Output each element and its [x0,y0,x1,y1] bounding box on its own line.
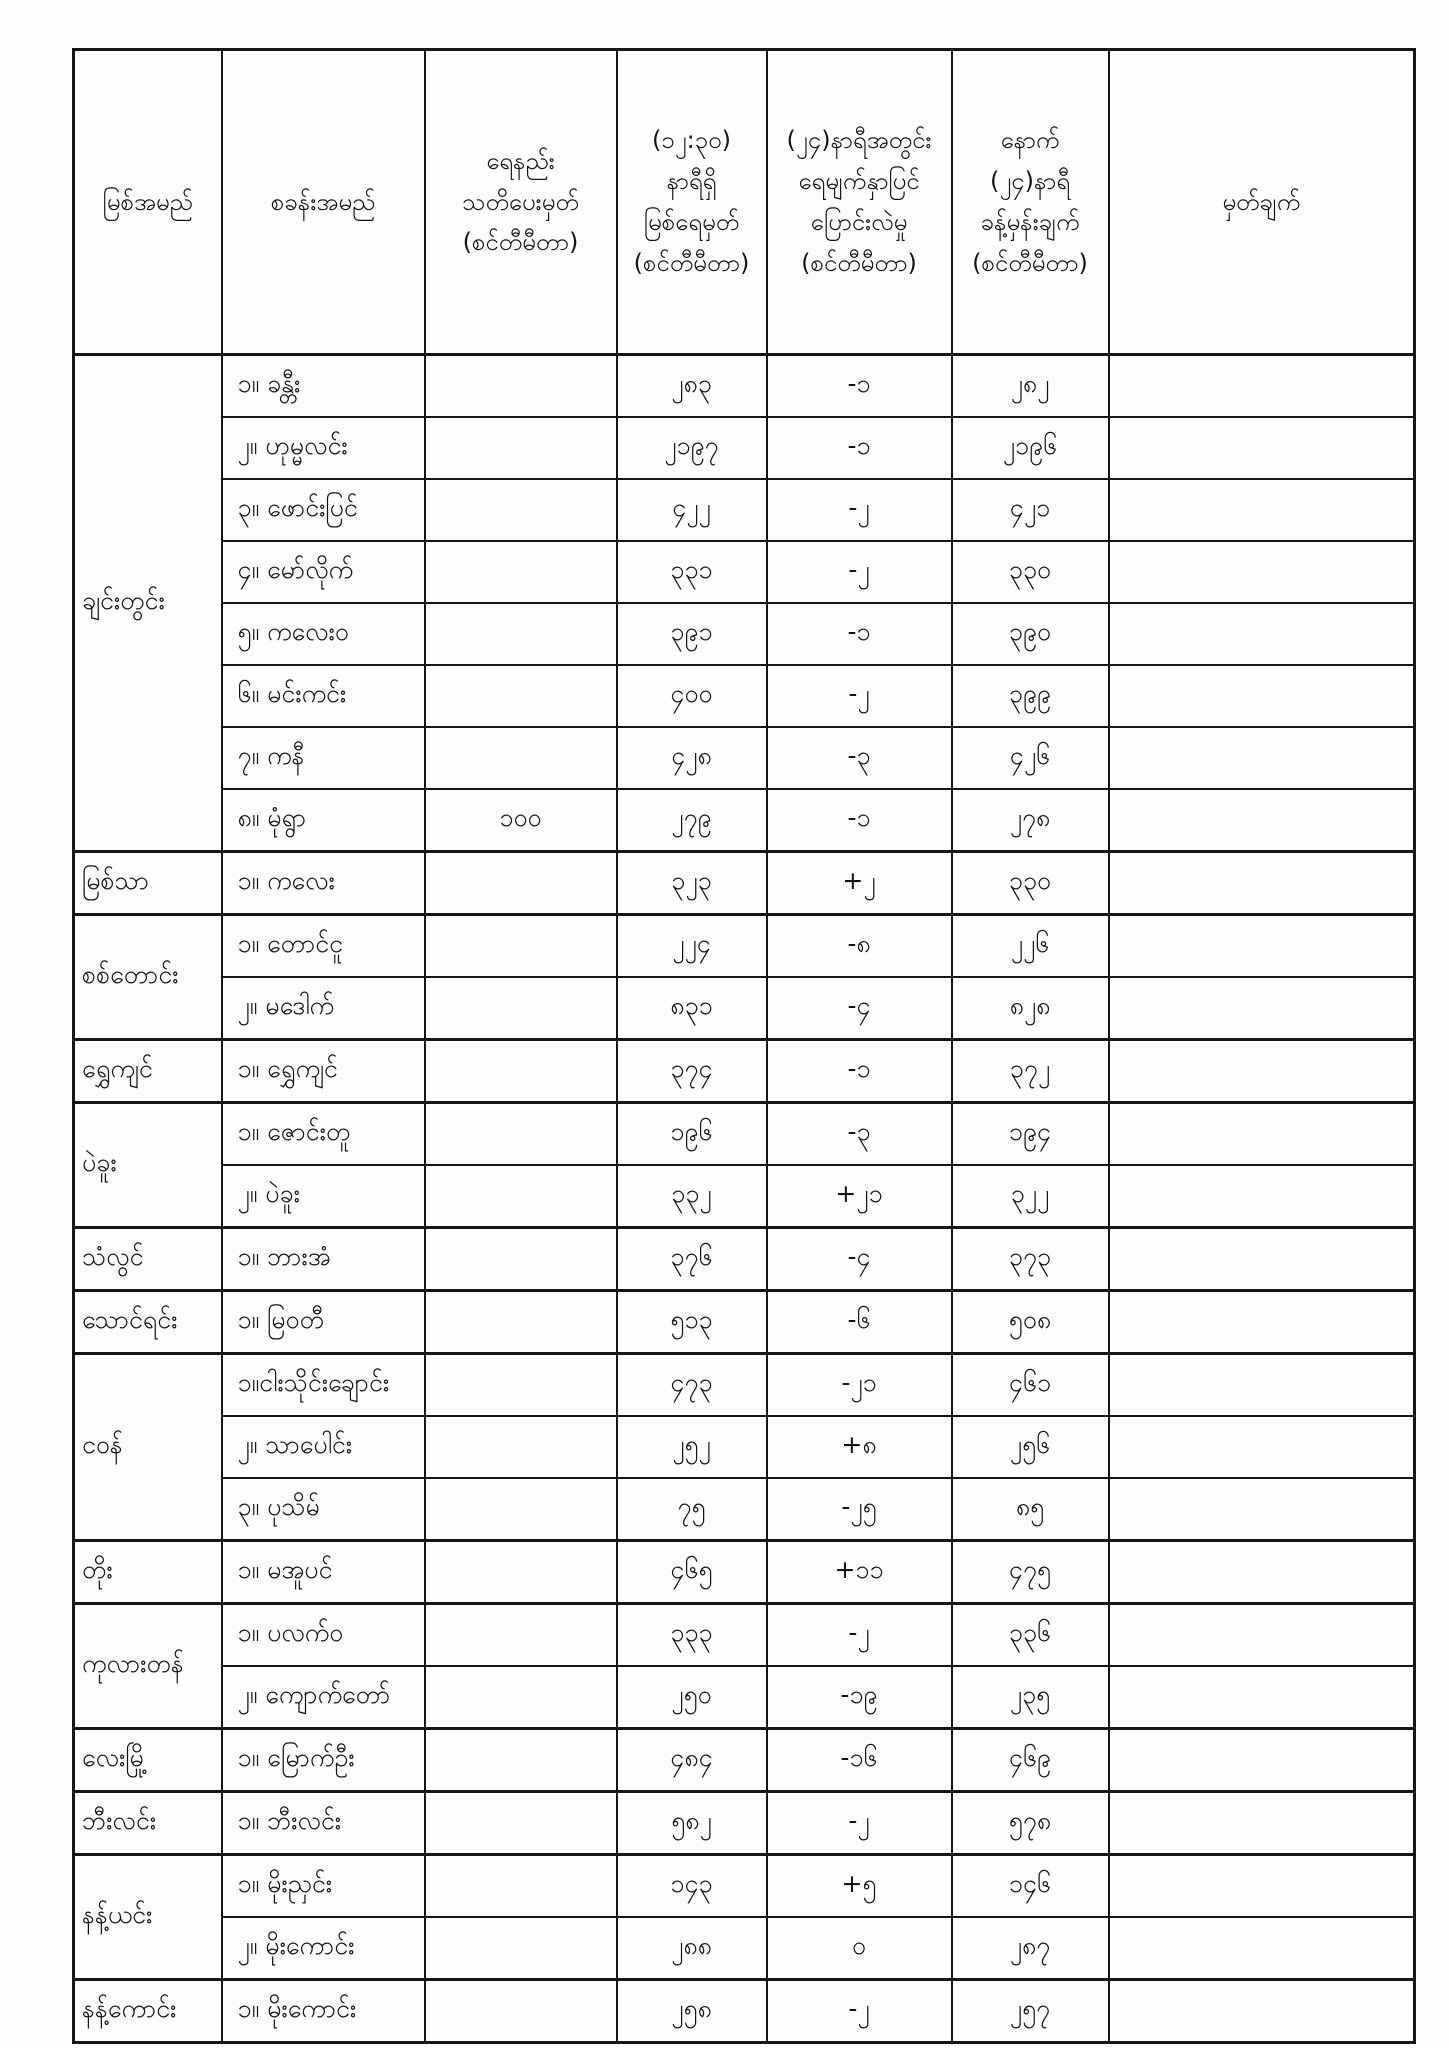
station-cell: ၁။ငါးသိုင်းချောင်း [222,1354,425,1417]
table-row [74,1541,1415,1604]
warning-cell [425,603,617,665]
table-row [74,1792,1415,1855]
forecast-cell: ၄၇၅ [952,1541,1109,1604]
table-row [74,727,1415,789]
forecast-cell: ၂၂၆ [952,915,1109,978]
table-row [74,479,1415,541]
table-row [74,1040,1415,1103]
remark-cell [1109,1291,1415,1354]
table-row [74,1103,1415,1166]
level-cell: ၂၇၉ [617,789,767,852]
table-row [74,915,1415,978]
level-cell: ၃၂၃ [617,852,767,915]
change-cell: ၀ [767,1917,952,1980]
station-cell: ၃။ ပုသိမ် [222,1478,425,1541]
col-header-low-water-warning: ရေနည်း သတိပေးမှတ် (စင်တီမီတာ) [425,50,617,355]
station-cell: ၆။ မင်းကင်း [222,665,425,727]
level-cell: ၃၃၃ [617,1604,767,1667]
station-cell: ၁။ တောင်ငူ [222,915,425,978]
level-cell: ၂၈၈ [617,1917,767,1980]
table-row [74,665,1415,727]
station-cell: ၅။ ကလေးဝ [222,603,425,665]
remark-cell [1109,1792,1415,1855]
table-row [74,1855,1415,1918]
level-cell: ၄၀၀ [617,665,767,727]
change-cell: -၄ [767,1228,952,1291]
warning-cell [425,1666,617,1729]
table-row [74,1291,1415,1354]
col-header-water-level: (၁၂:၃၀) နာရီရှိ မြစ်ရေမှတ် (စင်တီမီတာ) [617,50,767,355]
change-cell: -၂၁ [767,1354,952,1417]
change-cell: -၂ [767,1792,952,1855]
warning-cell [425,1165,617,1228]
station-cell: ၁။ ခန္တီး [222,355,425,418]
col-header-river-name: မြစ်အမည် [74,50,222,355]
forecast-cell: ၃၉၉ [952,665,1109,727]
station-cell: ၁။ ရွှေကျင် [222,1040,425,1103]
level-cell: ၈၃၁ [617,977,767,1040]
station-cell: ၁။ ဘီးလင်း [222,1792,425,1855]
change-cell: +၅ [767,1855,952,1918]
station-cell: ၂။ ပဲခူး [222,1165,425,1228]
river-cell: ချင်းတွင်း [74,355,222,852]
river-cell: ရွှေကျင် [74,1040,222,1103]
station-cell: ၁။ မိုးကောင်း [222,1980,425,2043]
remark-cell [1109,355,1415,418]
warning-cell [425,1917,617,1980]
remark-cell [1109,1478,1415,1541]
remark-cell [1109,541,1415,603]
level-cell: ၃၇၆ [617,1228,767,1291]
level-cell: ၄၂၂ [617,479,767,541]
table-row [74,1478,1415,1541]
forecast-cell: ၂၃၅ [952,1666,1109,1729]
warning-cell [425,665,617,727]
warning-cell [425,852,617,915]
remark-cell [1109,1729,1415,1792]
table-row [74,1729,1415,1792]
warning-cell [425,1980,617,2043]
change-cell: -၁၉ [767,1666,952,1729]
forecast-cell: ၄၂၆ [952,727,1109,789]
forecast-cell: ၅၀၈ [952,1291,1109,1354]
forecast-cell: ၂၅၇ [952,1980,1109,2043]
river-cell: နန့်ကောင်း [74,1980,222,2043]
col-header-next-24h-forecast: နောက် (၂၄)နာရီ ခန့်မှန်းချက် (စင်တီမီတာ) [952,50,1109,355]
river-cell: လေးမြို့ [74,1729,222,1792]
forecast-cell: ၂၈၇ [952,1917,1109,1980]
forecast-cell: ၃၃၀ [952,541,1109,603]
table-row [74,1416,1415,1478]
warning-cell: ၁၀၀ [425,789,617,852]
remark-cell [1109,603,1415,665]
warning-cell [425,417,617,479]
change-cell: +၂၁ [767,1165,952,1228]
table-row [74,541,1415,603]
river-cell: သောင်ရင်း [74,1291,222,1354]
station-cell: ၄။ မော်လိုက် [222,541,425,603]
station-cell: ၁။ မြဝတီ [222,1291,425,1354]
level-cell: ၁၄၃ [617,1855,767,1918]
remark-cell [1109,1666,1415,1729]
level-cell: ၂၈၃ [617,355,767,418]
table-row [74,355,1415,418]
change-cell: -၁ [767,789,952,852]
forecast-cell: ၂၈၂ [952,355,1109,418]
forecast-cell: ၂၅၆ [952,1416,1109,1478]
table-row [74,789,1415,852]
table-row [74,1228,1415,1291]
river-cell: သံလွင် [74,1228,222,1291]
level-cell: ၃၃၂ [617,1165,767,1228]
change-cell: -၁ [767,1040,952,1103]
forecast-cell: ၄၂၁ [952,479,1109,541]
level-cell: ၂၅၀ [617,1666,767,1729]
change-cell: -၁ [767,417,952,479]
change-cell: -၁ [767,355,952,418]
level-cell: ၁၉၆ [617,1103,767,1166]
remark-cell [1109,1040,1415,1103]
change-cell: -၄ [767,977,952,1040]
level-cell: ၅၈၂ [617,1792,767,1855]
forecast-cell: ၈၅ [952,1478,1109,1541]
table-row [74,1980,1415,2043]
station-cell: ၁။ မိုးညှင်း [222,1855,425,1918]
station-cell: ၂။ ဟုမ္မလင်း [222,417,425,479]
warning-cell [425,1416,617,1478]
remark-cell [1109,1541,1415,1604]
table-row [74,852,1415,915]
warning-cell [425,915,617,978]
level-cell: ၄၇၃ [617,1354,767,1417]
change-cell: -၂ [767,541,952,603]
forecast-cell: ၃၇၂ [952,1040,1109,1103]
station-cell: ၂။ မဒေါက် [222,977,425,1040]
remark-cell [1109,1165,1415,1228]
station-cell: ၂။ ကျောက်တော် [222,1666,425,1729]
warning-cell [425,1855,617,1918]
change-cell: -၃ [767,1103,952,1166]
station-cell: ၁။ ဇောင်းတူ [222,1103,425,1166]
station-cell: ၁။ ဘားအံ [222,1228,425,1291]
table-row [74,1165,1415,1228]
remark-cell [1109,1980,1415,2043]
warning-cell [425,355,617,418]
warning-cell [425,727,617,789]
table-row [74,977,1415,1040]
warning-cell [425,1604,617,1667]
warning-cell [425,1729,617,1792]
level-cell: ၄၂၈ [617,727,767,789]
change-cell: -၂ [767,1604,952,1667]
river-cell: ဘီးလင်း [74,1792,222,1855]
river-cell: ပဲခူး [74,1103,222,1228]
warning-cell [425,1103,617,1166]
header-row [74,50,1415,355]
remark-cell [1109,1604,1415,1667]
forecast-cell: ၂၁၉၆ [952,417,1109,479]
warning-cell [425,1478,617,1541]
level-cell: ၃၃၁ [617,541,767,603]
table-row [74,603,1415,665]
station-cell: ၈။ မုံရွာ [222,789,425,852]
station-cell: ၃။ ဖောင်းပြင် [222,479,425,541]
station-cell: ၁။ မြောက်ဦး [222,1729,425,1792]
forecast-cell: ၄၆၁ [952,1354,1109,1417]
level-cell: ၂၂၄ [617,915,767,978]
table-row [74,1666,1415,1729]
col-header-24h-change: (၂၄)နာရီအတွင်း ရေမျက်နှာပြင် ပြောင်းလဲမှု (စင်တီမီတာ) [767,50,952,355]
warning-cell [425,479,617,541]
river-cell: တိုး [74,1541,222,1604]
forecast-cell: ၅၇၈ [952,1792,1109,1855]
change-cell: -၆ [767,1291,952,1354]
warning-cell [425,1792,617,1855]
table-row [74,1917,1415,1980]
forecast-cell: ၄၆၉ [952,1729,1109,1792]
warning-cell [425,1228,617,1291]
river-cell: နန့်ယင်း [74,1855,222,1980]
remark-cell [1109,1416,1415,1478]
station-cell: ၂။ မိုးကောင်း [222,1917,425,1980]
river-cell: စစ်တောင်း [74,915,222,1040]
forecast-cell: ၃၃၆ [952,1604,1109,1667]
forecast-cell: ၃၂၂ [952,1165,1109,1228]
change-cell: +၁၁ [767,1541,952,1604]
river-cell: ငဝန် [74,1354,222,1541]
remark-cell [1109,789,1415,852]
change-cell: -၂၅ [767,1478,952,1541]
river-cell: မြစ်သာ [74,852,222,915]
water-level-table [72,48,1416,2044]
change-cell: -၂ [767,479,952,541]
station-cell: ၁။ ပလက်ဝ [222,1604,425,1667]
col-header-remark: မှတ်ချက် [1109,50,1415,355]
station-cell: ၁။ မအူပင် [222,1541,425,1604]
remark-cell [1109,1103,1415,1166]
warning-cell [425,1354,617,1417]
change-cell: -၁ [767,603,952,665]
remark-cell [1109,852,1415,915]
level-cell: ၄၆၅ [617,1541,767,1604]
river-cell: ကုလားတန် [74,1604,222,1729]
level-cell: ၇၅ [617,1478,767,1541]
forecast-cell: ၃၉၀ [952,603,1109,665]
level-cell: ၃၇၄ [617,1040,767,1103]
level-cell: ၅၁၃ [617,1291,767,1354]
warning-cell [425,977,617,1040]
change-cell: -၁၆ [767,1729,952,1792]
forecast-cell: ၁၄၆ [952,1855,1109,1918]
remark-cell [1109,915,1415,978]
station-cell: ၁။ ကလေး [222,852,425,915]
remark-cell [1109,665,1415,727]
change-cell: -၂ [767,1980,952,2043]
warning-cell [425,1040,617,1103]
change-cell: -၃ [767,727,952,789]
level-cell: ၄၈၄ [617,1729,767,1792]
level-cell: ၂၅၂ [617,1416,767,1478]
table-row [74,417,1415,479]
change-cell: +၂ [767,852,952,915]
forecast-cell: ၁၉၄ [952,1103,1109,1166]
remark-cell [1109,1228,1415,1291]
remark-cell [1109,1917,1415,1980]
col-header-station-name: စခန်းအမည် [222,50,425,355]
table-row [74,1354,1415,1417]
remark-cell [1109,727,1415,789]
change-cell: -၈ [767,915,952,978]
station-cell: ၂။ သာပေါင်း [222,1416,425,1478]
forecast-cell: ၃၃၀ [952,852,1109,915]
level-cell: ၂၁၉၇ [617,417,767,479]
forecast-cell: ၃၇၃ [952,1228,1109,1291]
change-cell: -၂ [767,665,952,727]
level-cell: ၃၉၁ [617,603,767,665]
warning-cell [425,1291,617,1354]
station-cell: ၇။ ကနီ [222,727,425,789]
warning-cell [425,541,617,603]
remark-cell [1109,977,1415,1040]
forecast-cell: ၈၂၈ [952,977,1109,1040]
remark-cell [1109,1855,1415,1918]
remark-cell [1109,417,1415,479]
warning-cell [425,1541,617,1604]
remark-cell [1109,479,1415,541]
level-cell: ၂၅၈ [617,1980,767,2043]
forecast-cell: ၂၇၈ [952,789,1109,852]
change-cell: +၈ [767,1416,952,1478]
table-row [74,1604,1415,1667]
remark-cell [1109,1354,1415,1417]
